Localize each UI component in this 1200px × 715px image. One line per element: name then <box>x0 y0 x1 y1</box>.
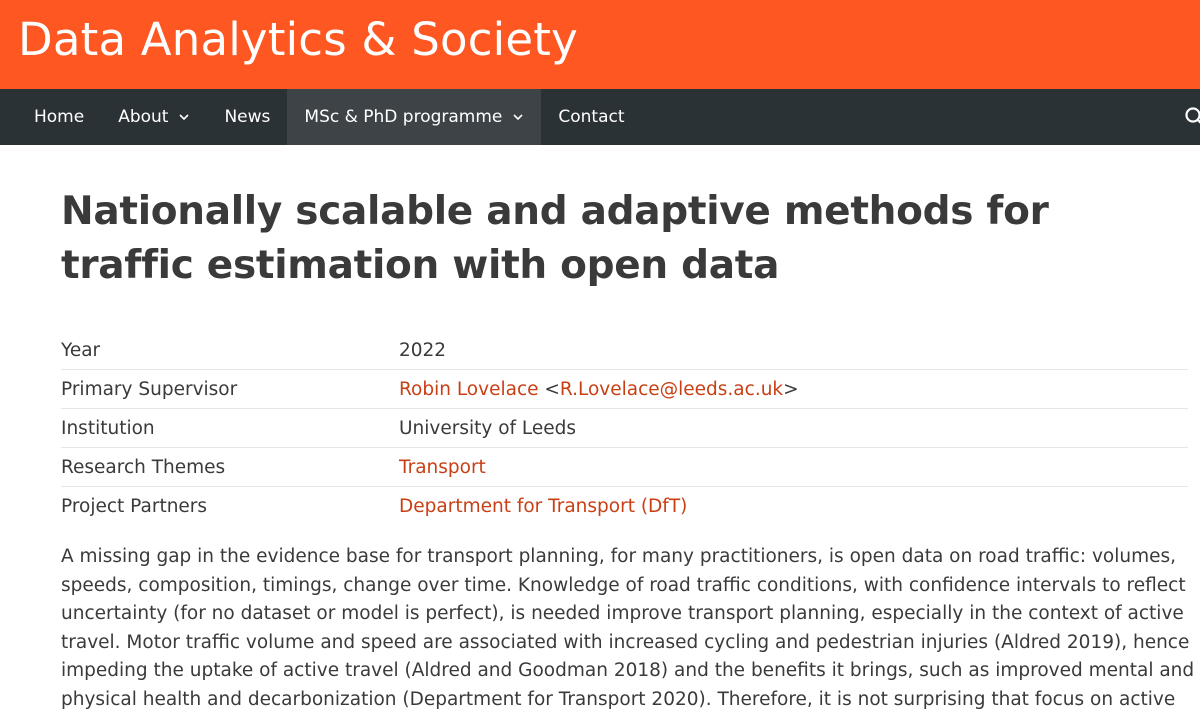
table-row <box>61 409 1188 448</box>
supervisor-email-link[interactable]: R.Lovelace@leeds.ac.uk <box>559 378 784 400</box>
nav-item-home[interactable] <box>17 89 101 145</box>
research-themes-value <box>399 448 1188 487</box>
nav-item-contact[interactable] <box>541 89 641 145</box>
project-abstract: A missing gap in the evidence base for transport planning, for many practitioners, is open data on road traffic: volumes, speeds, composition, timings, change over time. Knowledge of road traffic conditions, with confidence intervals to reflect uncertainty (for no dataset or model is perfect), is needed improve transport planning, especially in the context of active travel. Motor traffic volume and speed are associated with increased cycling and pedestrian injuries (Aldred 2019), hence impeding the uptake of active travel (Aldred and Goodman 2018) and the benefits it brings, such as improved mental and physical health and decarbonization (Department for Transport 2020). Therefore, it is not surprising that focus on active <box>61 546 1195 710</box>
table-row <box>61 487 1188 526</box>
nav-item-msc-phd-programme[interactable] <box>287 89 541 145</box>
nav-item-news[interactable] <box>207 89 287 145</box>
research-theme-link[interactable]: Transport <box>399 456 486 478</box>
supervisor-value <box>399 370 1188 409</box>
email-close-bracket: > <box>783 378 799 400</box>
main-content <box>0 145 1200 715</box>
project-partners-value <box>399 487 1188 526</box>
search-icon[interactable] <box>1184 105 1200 129</box>
project-details-table <box>61 331 1188 525</box>
supervisor-name-link[interactable]: Robin Lovelace <box>399 378 539 400</box>
project-partners-label: Project Partners <box>61 495 208 517</box>
table-row <box>61 370 1188 409</box>
year-value: 2022 <box>399 331 1188 370</box>
institution-value: University of Leeds <box>399 409 1188 448</box>
nav-item-label: MSc & PhD programme <box>304 107 503 127</box>
site-header <box>0 0 1200 89</box>
site-title[interactable]: Data Analytics & Society <box>18 13 578 66</box>
year-label: Year <box>61 331 399 370</box>
email-open-bracket: < <box>544 378 560 400</box>
institution-label: Institution <box>61 409 399 448</box>
table-row <box>61 331 1188 370</box>
nav-item-label: About <box>118 107 169 127</box>
nav-item-label: News <box>224 107 271 127</box>
supervisor-label: Primary Supervisor <box>61 370 399 409</box>
nav-item-about[interactable] <box>101 89 207 145</box>
main-navigation <box>0 89 1200 145</box>
table-row <box>61 448 1188 487</box>
project-partner-link[interactable]: Department for Transport (DfT) <box>399 495 688 517</box>
page-title: Nationally scalable and adaptive methods for traffic estimation with open data <box>61 189 1049 288</box>
chevron-down-icon <box>178 111 190 123</box>
research-themes-label: Research Themes <box>61 448 399 487</box>
chevron-down-icon <box>512 111 524 123</box>
nav-item-label: Home <box>34 107 85 127</box>
nav-item-label: Contact <box>558 107 625 127</box>
